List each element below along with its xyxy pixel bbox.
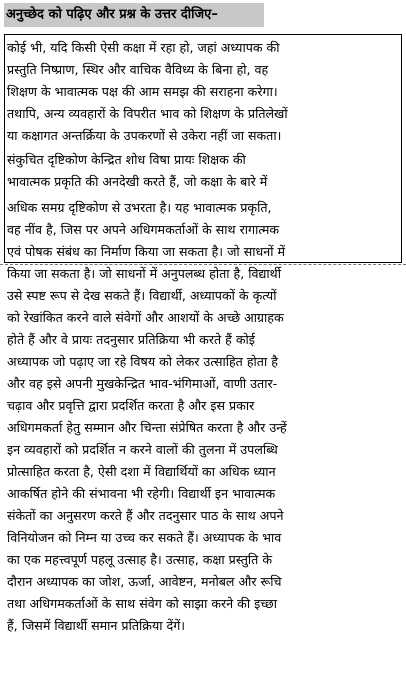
passage-line: शिक्षण के भावात्मक पक्ष की आम समझ की सराहना करेगा। <box>7 84 278 99</box>
passage-line: होते हैं और वे प्रायः तदनुसार प्रतिक्रिया भी करते हैं कोई <box>7 332 255 347</box>
instruction-heading: अनुच्छेद को पढ़िए और प्रश्न के उत्तर दीजिए– <box>4 3 264 27</box>
passage-line: इन व्यवहारों को प्रदर्शित न करने वालों की तुलना में उपलब्धि <box>7 442 278 457</box>
passage-line: कोई भी, यदि किसी ऐसी कक्षा में रहा हो, जहां अध्यापक की <box>7 40 280 55</box>
passage-line: चढ़ाव और प्रवृत्ति द्वारा प्रदर्शित करता है और इस प्रकार <box>7 398 255 413</box>
passage-line: भावात्मक प्रकृति की अनदेखी करते हैं, जो कक्षा के बारे में <box>7 174 268 189</box>
passage-line: किया जा सकता है। जो साधनों में अनुपलब्ध होता है, विद्यार्थी <box>7 266 281 281</box>
passage-line: अधिक समग्र दृष्टिकोण से उभरता है। यह भावात्मक प्रकृति, <box>7 200 272 215</box>
passage-line: एवं पोषक संबंध का निर्माण किया जा सकता है। जो साधनों में <box>7 244 286 259</box>
passage-line: आकर्षित होने की संभावना भी रहेगी। विद्यार्थी इन भावात्मक <box>7 486 276 501</box>
passage-line: वह नींव है, जिस पर अपने अधिगमकर्ताओं के साथ रागात्मक <box>7 222 280 237</box>
passage-line: अधिगमकर्ता हेतु सम्मान और चिन्ता संप्रेषित करता है और उन्हें <box>7 420 287 435</box>
passage-line: उसे स्पष्ट रूप से देख सकते हैं। विद्यार्थी, अध्यापकों के कृत्यों <box>7 288 277 303</box>
passage-line: का एक महत्त्वपूर्ण पहलू उत्साह है। उत्साह, कक्षा प्रस्तुति के <box>7 552 273 567</box>
passage-line: और वह इसे अपनी मुखकेन्द्रित भाव-भंगिमाओं, वाणी उतार- <box>7 376 278 391</box>
passage-line: तथा अधिगमकर्ताओं के साथ संवेग को साझा करने की इच्छा <box>7 596 277 611</box>
passage-line: संकेतों का अनुसरण करते हैं और तदनुसार पाठ के साथ अपने <box>7 508 284 523</box>
passage-line: या कक्षागत अन्तर्क्रिया के उपकरणों से उकेरा नहीं जा सकता। <box>7 128 282 143</box>
passage-line: तथापि, अन्य व्यवहारों के विपरीत भाव को शिक्षण के प्रतिलेखों <box>7 106 288 121</box>
passage-line: विनियोजन को निम्न या उच्च कर सकते हैं। अध्यापक के भाव <box>7 530 282 545</box>
passage-line: प्रोत्साहित करता है, ऐसी दशा में विद्यार्थियों का अधिक ध्यान <box>7 464 276 479</box>
passage-line: दौरान अध्यापक का जोश, ऊर्जा, आवेष्टन, मनोबल और रूचि <box>7 574 282 589</box>
passage-line: हैं, जिसमें विद्यार्थी समान प्रतिक्रिया देंगें। <box>7 618 186 633</box>
passage-line: अध्यापक जो पढ़ाए जा रहे विषय को लेकर उत्साहित होता है <box>7 354 278 369</box>
passage-line: संकुचित दृष्टिकोण केन्द्रित शोध विषा प्रायः शिक्षक की <box>7 152 246 167</box>
passage-line: प्रस्तुति निष्प्राण, स्थिर और वाचिक वैविध्य के बिना हो, वह <box>7 62 269 77</box>
passage-line: को रेखांकित करने वाले संवेगों और आशयों के अच्छे आग्राहक <box>7 310 284 325</box>
